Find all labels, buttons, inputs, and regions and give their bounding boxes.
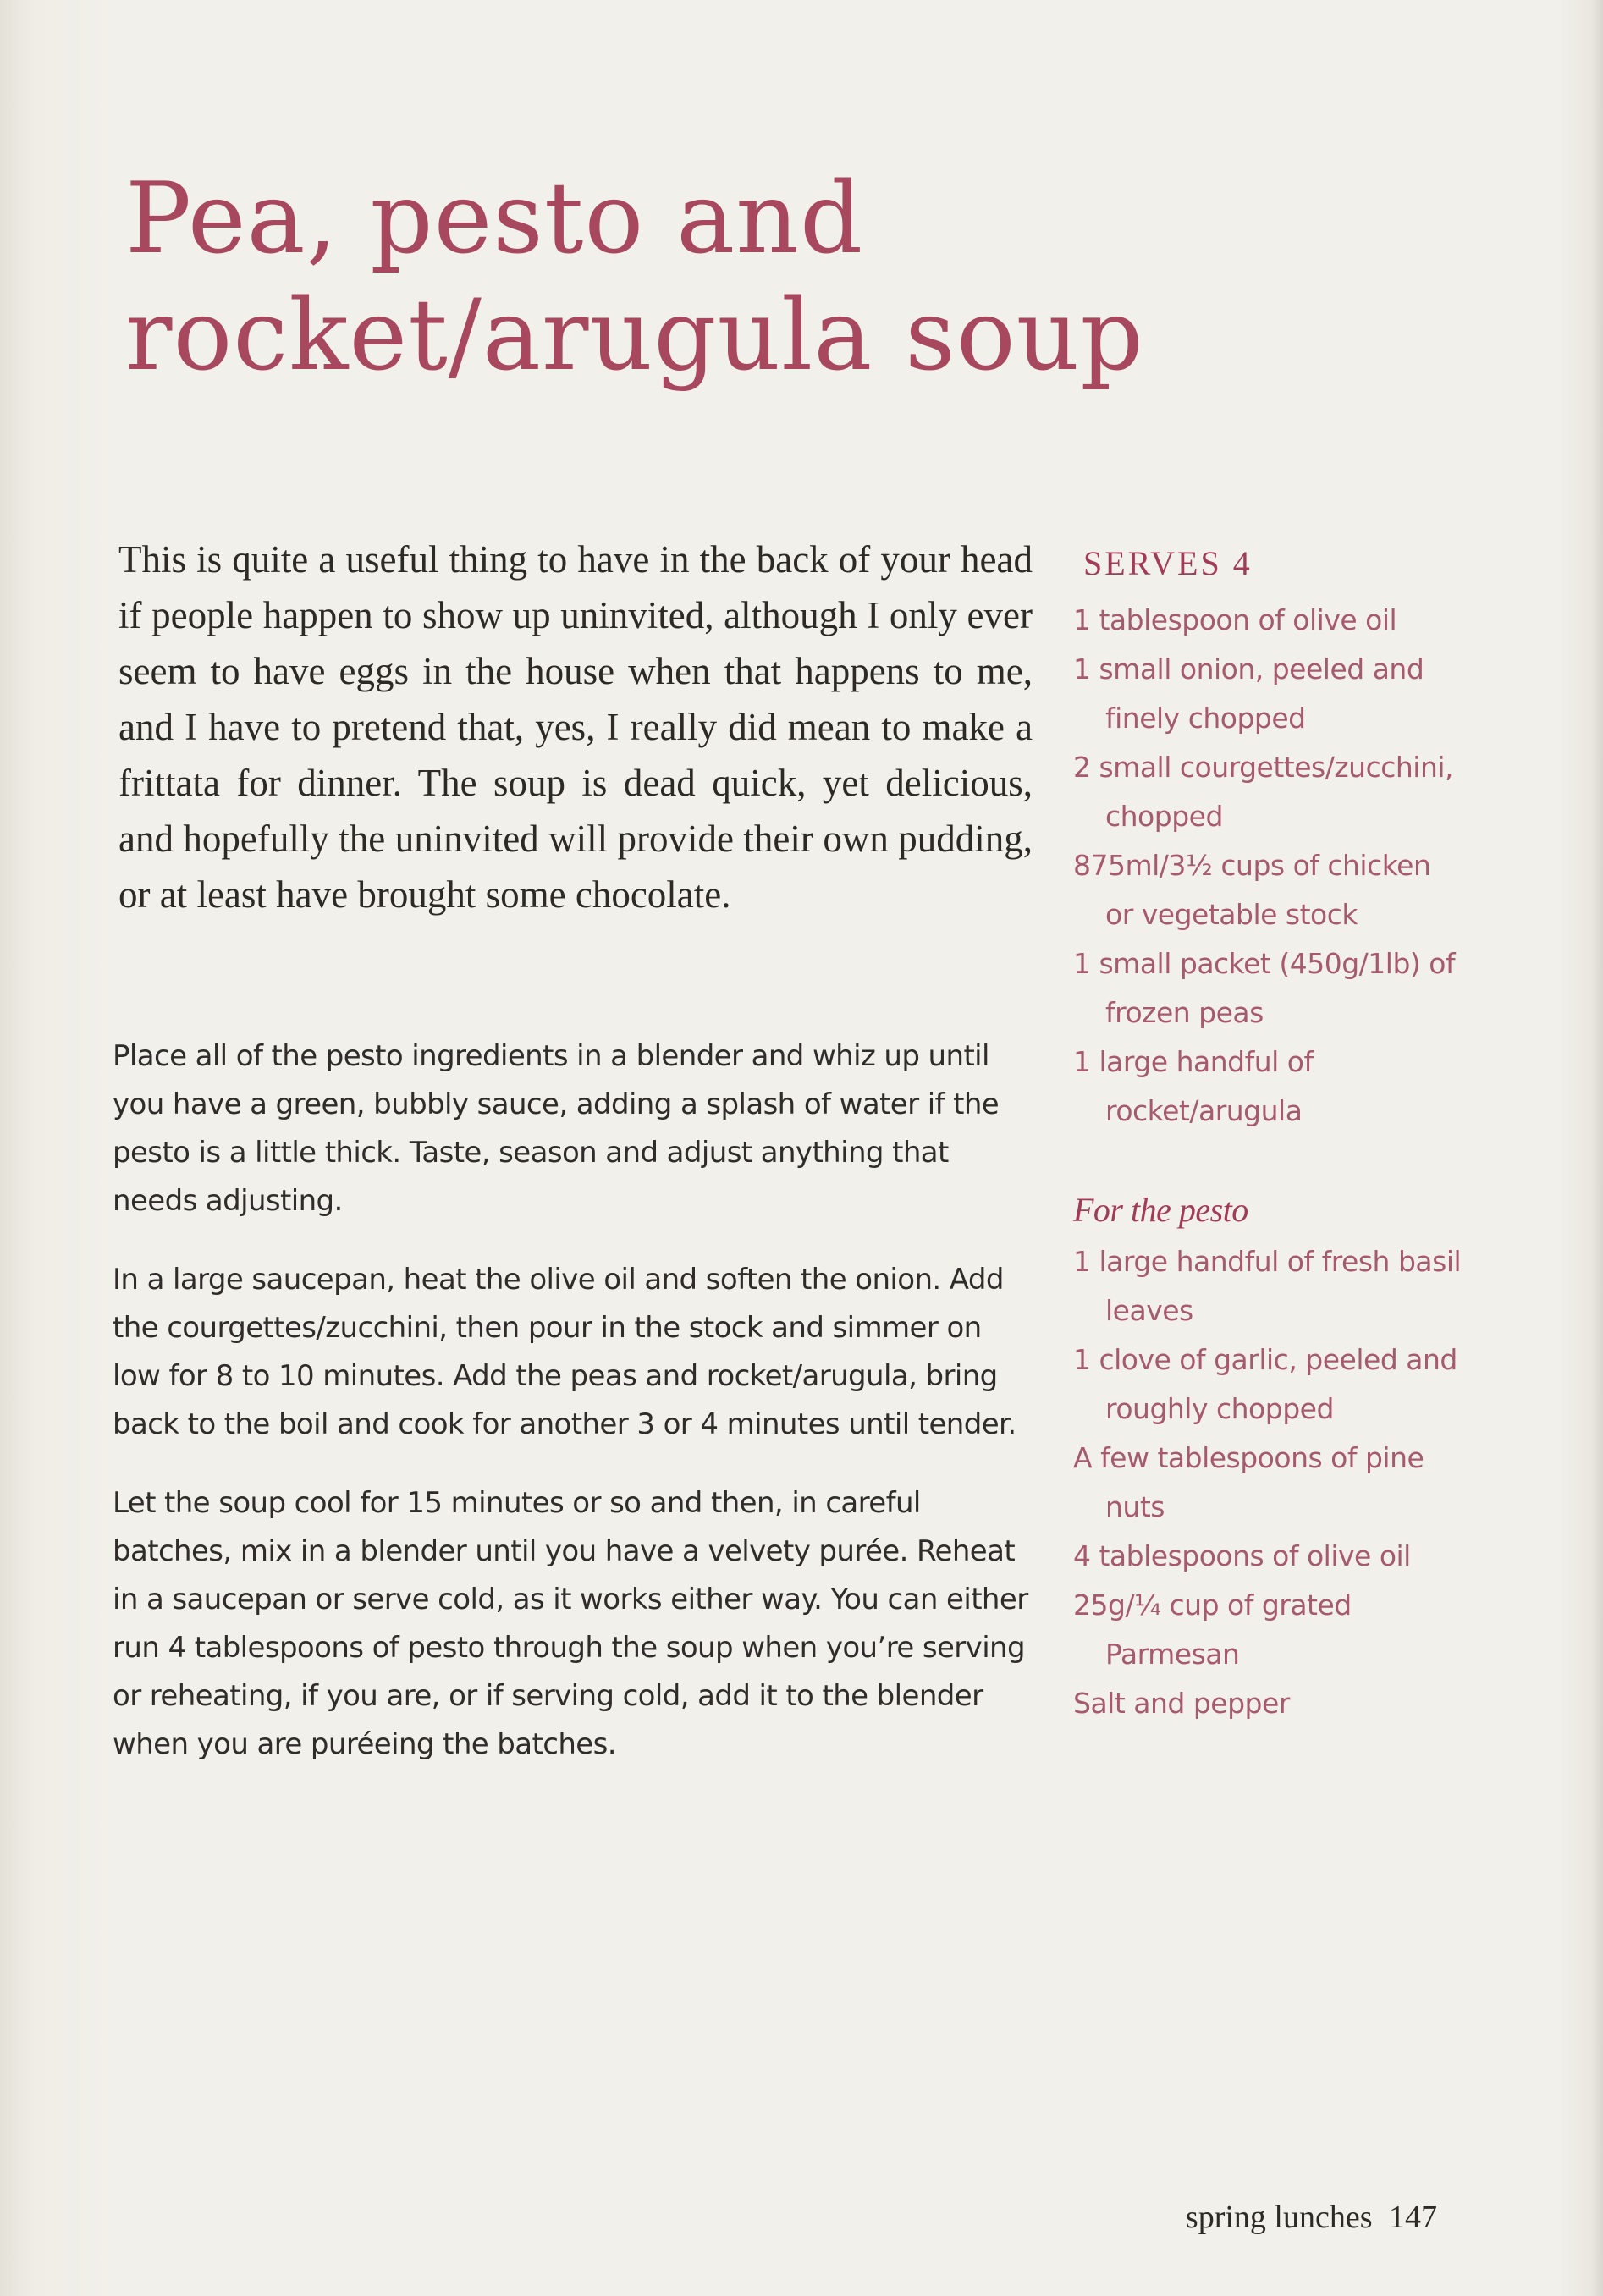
pesto-ingredient-list bbox=[1073, 1237, 1463, 1728]
recipe-title-line-2: rocket/arugula soup bbox=[125, 278, 1144, 393]
pesto-ingredient-item: A few tablespoons of pine nuts bbox=[1073, 1441, 1424, 1523]
method-step-3: Let the soup cool for 15 minutes or so and then, in careful batches, mix in a blender until you have a velvety purée. Reheat in a saucepan or serve cold, as it works either way. You can either run 4 tablespoons of pesto through the soup when you’re serving or reheating, if you are, or if serving cold, add it to the blender when you are puréeing the batches. bbox=[113, 1486, 1028, 1761]
ingredient-item: 875ml/3½ cups of chicken or vegetable stock bbox=[1073, 849, 1431, 931]
pesto-ingredient-item: 1 large handful of fresh basil leaves bbox=[1073, 1245, 1462, 1327]
ingredient-item: 1 small onion, peeled and finely chopped bbox=[1073, 652, 1424, 735]
ingredient-item: 2 small courgettes/zucchini, chopped bbox=[1073, 751, 1454, 833]
footer-section-name: spring lunches bbox=[1185, 2200, 1373, 2235]
ingredient-item: 1 small packet (450g/1lb) of frozen peas bbox=[1073, 947, 1456, 1029]
pesto-ingredient-item: 4 tablespoons of olive oil bbox=[1073, 1539, 1411, 1572]
method-step-1: Place all of the pesto ingredients in a blender and whiz up until you have a green, bubbly sauce, adding a splash of water if the pesto is a little thick. Taste, season and adjust anything that needs adjusting. bbox=[113, 1039, 1000, 1218]
pesto-ingredient-item: Salt and pepper bbox=[1073, 1687, 1290, 1720]
page-footer bbox=[1186, 2199, 1437, 2236]
method-step-2: In a large saucepan, heat the olive oil and soften the onion. Add the courgettes/zucchini, then pour in the stock and simmer on low for 8 to 10 minutes. Add the peas and rocket/arugula, bring back to the boil and cook for another 3 or 4 minutes until tender. bbox=[113, 1263, 1016, 1441]
recipe-intro: This is quite a useful thing to have in the back of your head if people happen to show up uninvited, although I only ever seem to have eggs in the house when that happens to me, and I have to pretend that, yes, I really did mean to make a frittata for dinner. The soup is dead quick, yet delicious, and hopefully the uninvited will provide their own pudding, or at least have brought some chocolate. bbox=[118, 538, 1033, 916]
method-section bbox=[113, 1032, 1035, 1799]
pesto-ingredient-item: 1 clove of garlic, peeled and roughly chopped bbox=[1073, 1343, 1457, 1425]
recipe-title bbox=[125, 161, 1144, 394]
ingredient-item: 1 large handful of rocket/arugula bbox=[1073, 1045, 1314, 1127]
ingredients-sidebar bbox=[1073, 540, 1463, 1728]
pesto-heading: For the pesto bbox=[1073, 1191, 1248, 1229]
serves-heading: SERVES 4 bbox=[1083, 544, 1253, 582]
pesto-ingredient-item: 25g/¼ cup of grated Parmesan bbox=[1073, 1588, 1352, 1671]
page-number: 147 bbox=[1389, 2200, 1437, 2235]
recipe-title-line-1: Pea, pesto and bbox=[125, 162, 864, 276]
ingredient-list bbox=[1073, 596, 1463, 1136]
ingredient-item: 1 tablespoon of olive oil bbox=[1073, 603, 1397, 636]
